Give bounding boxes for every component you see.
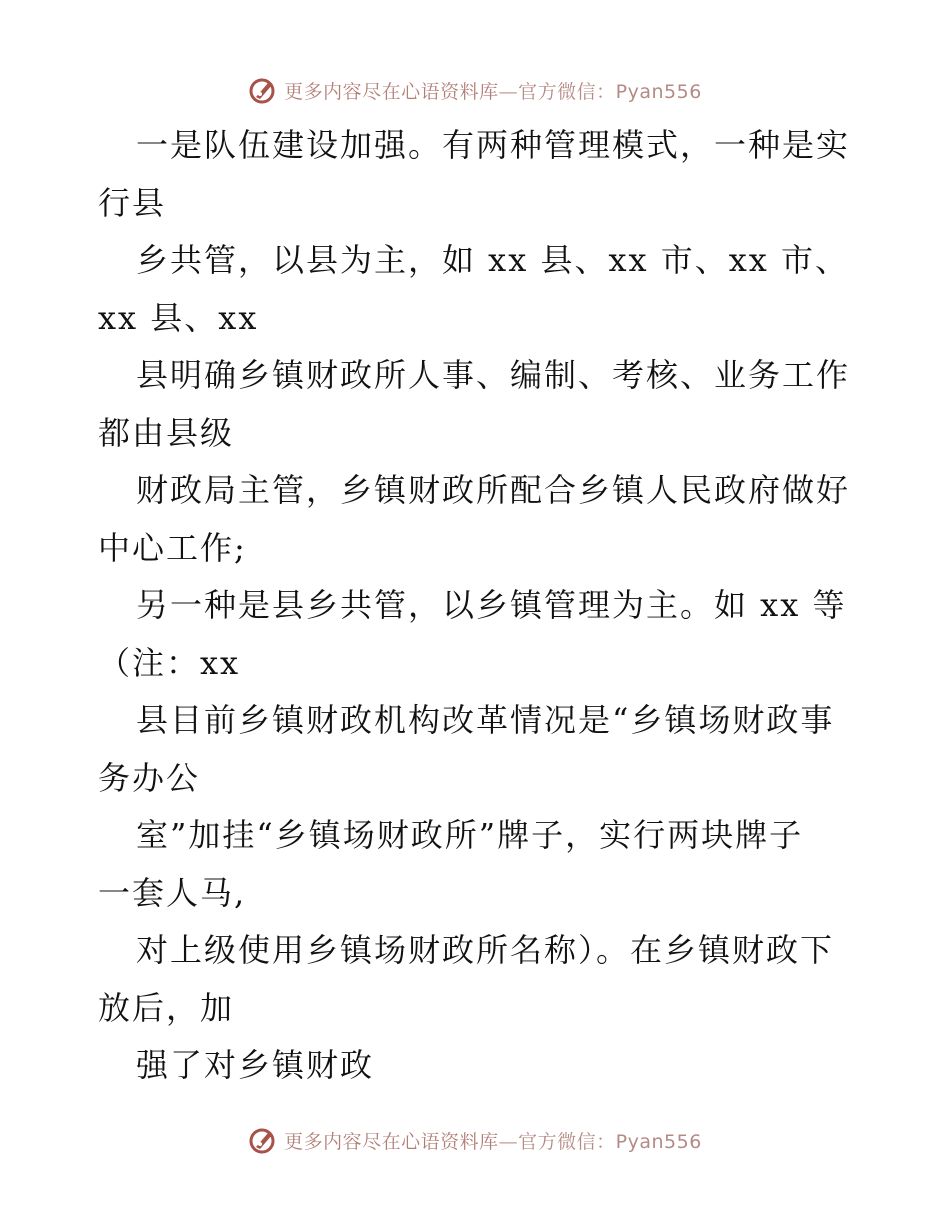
text-line: 中心工作; <box>98 528 247 567</box>
pen-nib-circle-icon <box>248 75 278 105</box>
text-line: 县目前乡镇财政机构改革情况是“乡镇场财政事 <box>136 701 835 739</box>
document-body <box>98 117 858 1095</box>
footer-watermark-banner <box>0 1120 950 1160</box>
text-line: 另一种是县乡共管，以乡镇管理为主。如 xx 等 <box>136 586 847 624</box>
text-line: 一是队伍建设加强。有两种管理模式，一种是实 <box>136 126 851 164</box>
text-line: （注：xx <box>98 643 241 682</box>
text-line: 乡共管，以县为主，如 xx 县、xx 市、xx 市、 <box>136 241 849 279</box>
text-line: 强了对乡镇财政 <box>136 1046 375 1084</box>
header-watermark-banner <box>0 70 950 110</box>
text-line: 放后，加 <box>98 988 235 1027</box>
text-line: 对上级使用乡镇场财政所名称）。在乡镇财政下 <box>136 931 835 969</box>
text-line: xx 县、xx <box>98 298 259 337</box>
text-line: 务办公 <box>98 758 201 797</box>
text-line: 室”加挂“乡镇场财政所”牌子，实行两块牌子 <box>136 816 804 854</box>
pen-nib-circle-icon <box>248 1125 278 1155</box>
watermark-text: 更多内容尽在心语资料库—官方微信：Pyan556 <box>284 1130 702 1153</box>
text-line: 一套人马, <box>98 873 247 912</box>
text-line: 县明确乡镇财政所人事、编制、考核、业务工作 <box>136 356 851 394</box>
watermark-text: 更多内容尽在心语资料库—官方微信：Pyan556 <box>284 80 702 103</box>
text-line: 财政局主管，乡镇财政所配合乡镇人民政府做好 <box>136 471 851 509</box>
text-line: 都由县级 <box>98 413 235 452</box>
text-line: 行县 <box>98 183 167 222</box>
